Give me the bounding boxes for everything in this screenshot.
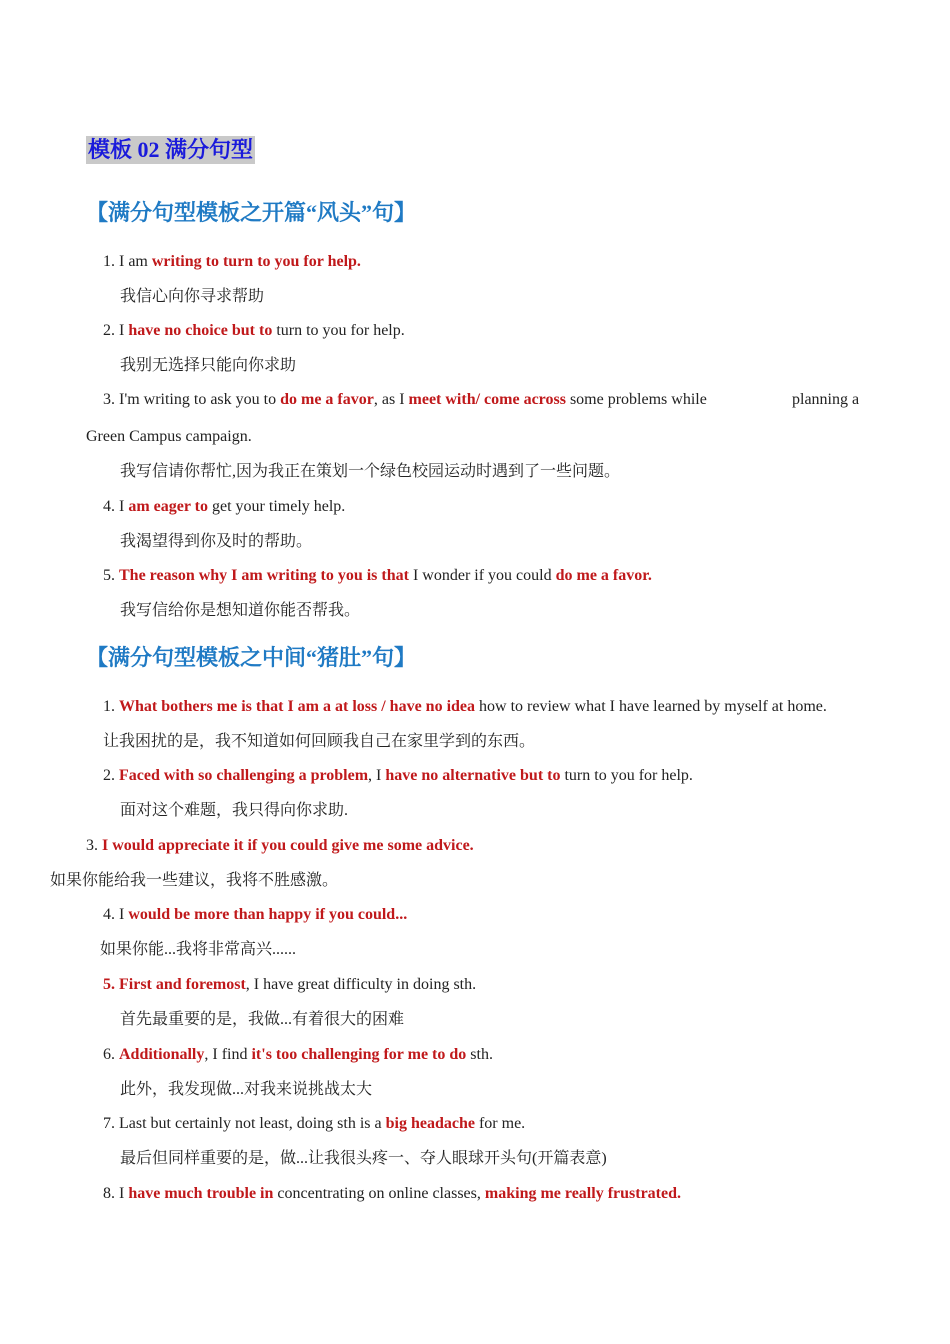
list-item: 2. Faced with so challenging a problem, I have no alternative but to turn to you for help. [103,767,693,784]
list-item: 2. I have no choice but to turn to you for help. [103,322,405,339]
translation: 我信心向你寻求帮助 [120,288,265,305]
list-item: 3. I'm writing to ask you to do me a favor, as I meet with/ come across some problems while [103,391,707,408]
translation: 我别无选择只能向你求助 [120,357,297,374]
section-heading-middle: 【满分句型模板之中间“猪肚”句】 [86,645,417,670]
translation: 我写信请你帮忙,因为我正在策划一个绿色校园运动时遇到了一些问题。 [120,463,621,480]
translation: 让我困扰的是，我不知道如何回顾我自己在家里学到的东西。 [103,733,536,750]
translation: 最后但同样重要的是，做...让我很头疼一、夺人眼球开头句(开篇表意) [120,1150,607,1167]
list-item: 1. What bothers me is that I am a at loss / have no idea how to review what I have learned by myself at home. [103,698,827,715]
list-item: 3. I would appreciate it if you could give me some advice. [86,837,474,854]
list-item-continuation: Green Campus campaign. [86,428,252,445]
translation: 如果你能给我一些建议，我将不胜感激。 [50,872,339,889]
translation: 首先最重要的是，我做...有着很大的困难 [120,1011,405,1028]
list-item: 5. The reason why I am writing to you is that I wonder if you could do me a favor. [103,567,652,584]
translation: 我写信给你是想知道你能否帮我。 [120,602,361,619]
list-item-continuation: planning a [792,391,860,408]
list-item: 4. I am eager to get your timely help. [103,498,346,515]
translation: 我渴望得到你及时的帮助。 [120,533,313,550]
translation: 此外，我发现做...对我来说挑战太大 [120,1081,373,1098]
list-item: 7. Last but certainly not least, doing sth is a big headache for me. [103,1115,526,1132]
list-item: 5. First and foremost, I have great difficulty in doing sth. [103,976,477,993]
translation: 如果你能...我将非常高兴...... [100,941,297,958]
list-item: 8. I have much trouble in concentrating on online classes, making me really frustrated. [103,1185,682,1202]
list-item: 6. Additionally, I find it's too challenging for me to do sth. [103,1046,493,1063]
page-title: 模板 02 满分句型 [88,137,254,162]
section-heading-opening: 【满分句型模板之开篇“风头”句】 [86,200,417,225]
list-item: 1. I am writing to turn to you for help. [103,253,361,270]
translation: 面对这个难题，我只得向你求助. [120,802,349,819]
list-item: 4. I would be more than happy if you could... [103,906,408,923]
